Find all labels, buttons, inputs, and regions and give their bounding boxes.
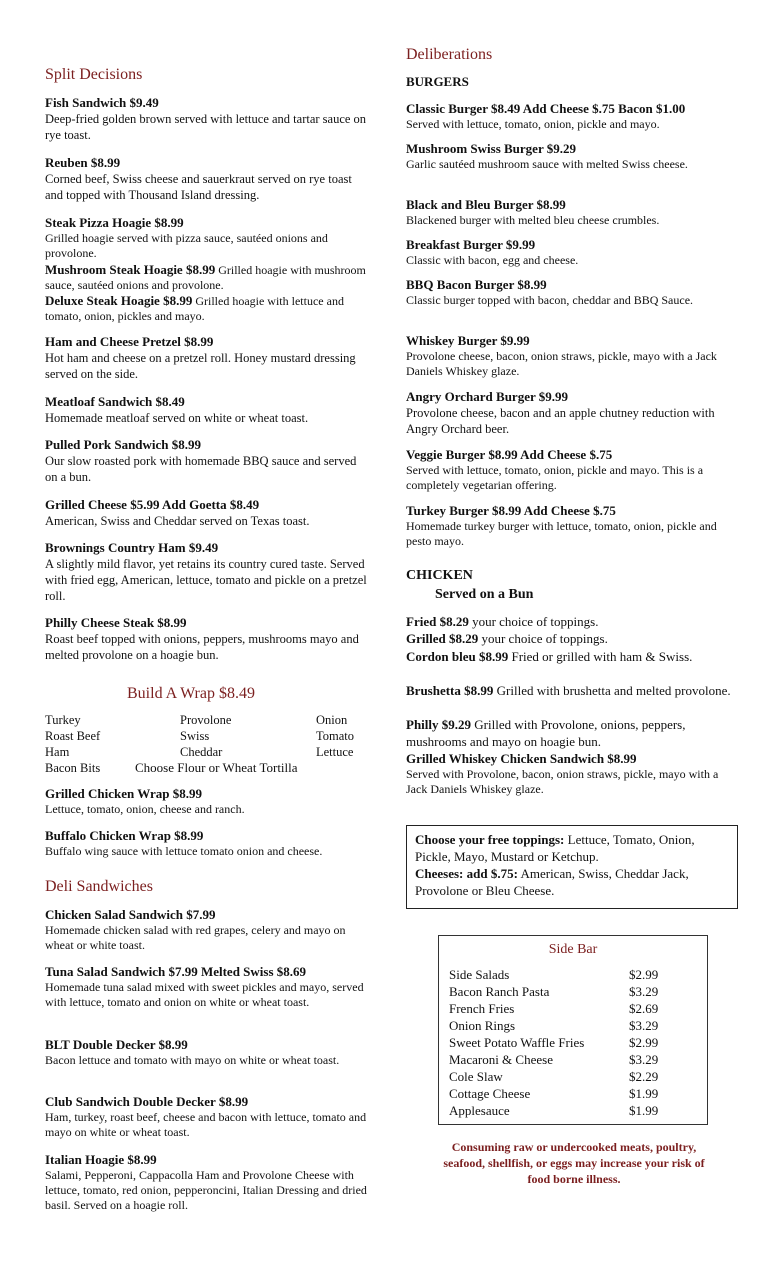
item-desc: Garlic sautéed mushroom sauce with melted Swiss cheese. xyxy=(406,157,688,171)
menu-item-grilled-chicken xyxy=(406,630,736,647)
wrap-options xyxy=(45,712,365,782)
side-price: $2.69 xyxy=(629,1001,659,1016)
wrap-protein: Bacon Bits xyxy=(45,761,101,775)
menu-item-angry-orchard-burger xyxy=(406,389,736,437)
item-name: Classic Burger $8.49 Add Cheese $.75 Bacon $1.00 xyxy=(406,101,686,116)
free-toppings-list: Lettuce, Tomato, Onion, Pickle, Mayo, Mustard or Ketchup. xyxy=(415,832,695,864)
item-name: Veggie Burger $8.99 Add Cheese $.75 xyxy=(406,447,613,462)
side-row xyxy=(449,984,697,1001)
item-desc: Provolone cheese, bacon and an apple chutney reduction with Angry Orchard beer. xyxy=(406,406,715,436)
side-price: $3.29 xyxy=(629,1018,659,1033)
item-desc: Homemade chicken salad with red grapes, celery and mayo on wheat or white toast. xyxy=(45,923,346,952)
menu-item-fish-sandwich xyxy=(45,95,370,143)
item-desc: A slightly mild flavor, yet retains its country cured taste. Served with fried egg, American, lettuce, tomato and pickle on a pretzel roll. xyxy=(45,557,367,603)
item-name: Italian Hoagie $8.99 xyxy=(45,1152,157,1167)
side-name: Cole Slaw xyxy=(449,1069,503,1084)
menu-item-grilled-chicken-wrap xyxy=(45,786,370,817)
side-row xyxy=(449,1103,697,1120)
menu-item-philly-cheese-steak xyxy=(45,615,370,663)
menu-item-fried-chicken xyxy=(406,613,736,630)
menu-item-italian-hoagie xyxy=(45,1152,370,1213)
side-price: $3.29 xyxy=(629,984,659,999)
menu-item-breakfast-burger xyxy=(406,237,736,268)
item-name: Philly Cheese Steak $8.99 xyxy=(45,615,187,630)
item-desc: Grilled with Provolone, onions, peppers, mushrooms and mayo on hoagie bun. xyxy=(406,717,686,749)
menu-item-blt xyxy=(45,1037,370,1068)
side-price: $2.29 xyxy=(629,1069,659,1084)
menu-item-turkey-burger xyxy=(406,503,736,549)
menu-item-veggie-burger xyxy=(406,447,736,493)
item-name: Grilled $8.29 xyxy=(406,631,479,646)
item-desc: Bacon lettuce and tomato with mayo on white or wheat toast. xyxy=(45,1053,340,1067)
wrap-veggie: Lettuce xyxy=(316,745,354,759)
menu-item-tuna-salad xyxy=(45,964,370,1010)
side-row xyxy=(449,967,697,984)
side-row xyxy=(449,1052,697,1069)
item-name: Black and Bleu Burger $8.99 xyxy=(406,197,566,212)
side-price: $2.99 xyxy=(629,967,659,982)
item-name: Deluxe Steak Hoagie $8.99 xyxy=(45,293,193,308)
item-desc: Ham, turkey, roast beef, cheese and bacon with lettuce, tomato and mayo on white or wheat toast. xyxy=(45,1110,367,1139)
free-toppings-label: Choose your free toppings: xyxy=(415,832,565,847)
item-name: Meatloaf Sandwich $8.49 xyxy=(45,394,185,409)
item-name: Reuben $8.99 xyxy=(45,155,121,170)
item-name: Buffalo Chicken Wrap $8.99 xyxy=(45,828,204,843)
wrap-cheese: Provolone xyxy=(180,713,232,727)
menu-item-black-bleu-burger xyxy=(406,197,736,228)
item-desc: Lettuce, tomato, onion, cheese and ranch. xyxy=(45,802,245,816)
burgers-label: BURGERS xyxy=(406,74,469,89)
menu-item-classic-burger xyxy=(406,101,736,132)
item-name: Fish Sandwich $9.49 xyxy=(45,95,159,110)
side-price: $1.99 xyxy=(629,1086,659,1101)
item-name: BBQ Bacon Burger $8.99 xyxy=(406,277,547,292)
menu-item-chicken-salad xyxy=(45,907,370,953)
item-name: Cordon bleu $8.99 xyxy=(406,649,509,664)
side-name: Cottage Cheese xyxy=(449,1086,531,1101)
toppings-box xyxy=(406,825,738,909)
item-desc: Served with lettuce, tomato, onion, pickle and mayo. This is a completely vegetarian offering. xyxy=(406,463,704,492)
item-name: Turkey Burger $8.99 Add Cheese $.75 xyxy=(406,503,616,518)
item-desc: Grilled with brushetta and melted provolone. xyxy=(496,683,731,698)
wrap-veggie: Tomato xyxy=(316,729,355,743)
item-desc: your choice of toppings. xyxy=(472,614,599,629)
item-name: Grilled Cheese $5.99 Add Goetta $8.49 xyxy=(45,497,260,512)
side-name: Sweet Potato Waffle Fries xyxy=(449,1035,585,1050)
item-desc: Hot ham and cheese on a pretzel roll. Honey mustard dressing served on the side. xyxy=(45,351,356,381)
item-name: Fried $8.29 xyxy=(406,614,469,629)
item-name: Chicken Salad Sandwich $7.99 xyxy=(45,907,216,922)
wrap-protein: Turkey xyxy=(45,713,81,727)
item-desc: Salami, Pepperoni, Cappacolla Ham and Provolone Cheese with lettuce, tomato, red onion, pepperoncini, Italian Dressing and dried basil. Served on a hoagie roll. xyxy=(45,1168,367,1212)
menu-item-reuben xyxy=(45,155,370,203)
item-name: BLT Double Decker $8.99 xyxy=(45,1037,188,1052)
food-safety-warning: Consuming raw or undercooked meats, poultry, seafood, shellfish, or eggs may increase your risk of food borne illness. xyxy=(443,1140,705,1186)
side-name: Macaroni & Cheese xyxy=(449,1052,553,1067)
menu-item-grilled-cheese xyxy=(45,497,370,529)
menu-item-steak-pizza-hoagie xyxy=(45,215,370,261)
side-row xyxy=(449,1001,697,1018)
item-name: Brownings Country Ham $9.49 xyxy=(45,540,219,555)
menu-item-ham-cheese-pretzel xyxy=(45,334,370,382)
item-name: Grilled Chicken Wrap $8.99 xyxy=(45,786,202,801)
item-name: Ham and Cheese Pretzel $8.99 xyxy=(45,334,214,349)
item-desc: American, Swiss and Cheddar served on Texas toast. xyxy=(45,514,310,528)
item-desc: Homemade turkey burger with lettuce, tomato, onion, pickle and pesto mayo. xyxy=(406,519,717,548)
menu-item-philly-chicken xyxy=(406,716,736,750)
menu-item-cordon-bleu xyxy=(406,648,736,665)
deliberations-title: Deliberations xyxy=(406,46,493,63)
wrap-cheese: Swiss xyxy=(180,729,210,743)
item-desc: Buffalo wing sauce with lettuce tomato onion and cheese. xyxy=(45,844,323,858)
side-row xyxy=(449,1018,697,1035)
chicken-subtitle: Served on a Bun xyxy=(435,587,534,602)
item-desc: Grilled hoagie with lettuce and tomato, onion, pickles and mayo. xyxy=(45,294,344,323)
wrap-veggie: Onion xyxy=(316,713,348,727)
menu-item-whiskey-chicken xyxy=(406,751,736,797)
item-name: Breakfast Burger $9.99 xyxy=(406,237,536,252)
item-desc: your choice of toppings. xyxy=(481,631,608,646)
item-desc: Our slow roasted pork with homemade BBQ sauce and served on a bun. xyxy=(45,454,357,484)
item-name: Tuna Salad Sandwich $7.99 Melted Swiss $8.69 xyxy=(45,964,307,979)
side-row xyxy=(449,1086,697,1103)
item-desc: Blackened burger with melted bleu cheese crumbles. xyxy=(406,213,660,227)
item-name: Mushroom Swiss Burger $9.29 xyxy=(406,141,576,156)
side-name: Onion Rings xyxy=(449,1018,516,1033)
item-desc: Classic with bacon, egg and cheese. xyxy=(406,253,579,267)
item-desc: Served with Provolone, bacon, onion straws, pickle, mayo with a Jack Daniels Whiskey glaze. xyxy=(406,767,719,796)
menu-item-club-sandwich xyxy=(45,1094,370,1140)
menu-item-whiskey-burger xyxy=(406,333,736,379)
wrap-protein: Roast Beef xyxy=(45,729,101,743)
item-desc: Corned beef, Swiss cheese and sauerkraut served on rye toast and topped with Thousand Island dressing. xyxy=(45,172,352,202)
item-name: Pulled Pork Sandwich $8.99 xyxy=(45,437,202,452)
item-name: Mushroom Steak Hoagie $8.99 xyxy=(45,262,216,277)
side-row xyxy=(449,1035,697,1052)
side-bar-box xyxy=(438,935,708,1125)
item-name: Philly $9.29 xyxy=(406,717,472,732)
menu-item-mushroom-swiss-burger xyxy=(406,141,736,172)
item-name: Club Sandwich Double Decker $8.99 xyxy=(45,1094,249,1109)
deli-sandwiches-title: Deli Sandwiches xyxy=(45,878,153,895)
item-desc: Homemade meatloaf served on white or wheat toast. xyxy=(45,411,309,425)
cheese-list: American, Swiss, Cheddar Jack, Provolone or Bleu Cheese. xyxy=(415,866,689,898)
item-desc: Roast beef topped with onions, peppers, mushrooms mayo and melted provolone on a hoagie bun. xyxy=(45,632,359,662)
side-name: Bacon Ranch Pasta xyxy=(449,984,550,999)
menu-item-pulled-pork xyxy=(45,437,370,485)
side-price: $1.99 xyxy=(629,1103,659,1118)
item-desc: Served with lettuce, tomato, onion, pickle and mayo. xyxy=(406,117,660,131)
item-desc: Deep-fried golden brown served with lettuce and tartar sauce on rye toast. xyxy=(45,112,367,142)
menu-item-buffalo-chicken-wrap xyxy=(45,828,370,859)
item-desc: Classic burger topped with bacon, cheddar and BBQ Sauce. xyxy=(406,293,694,307)
wrap-tortilla-choice: Choose Flour or Wheat Tortilla xyxy=(135,760,298,775)
item-name: Angry Orchard Burger $9.99 xyxy=(406,389,569,404)
side-row xyxy=(449,1069,697,1086)
item-name: Grilled Whiskey Chicken Sandwich $8.99 xyxy=(406,751,637,766)
wrap-protein: Ham xyxy=(45,745,70,759)
side-name: French Fries xyxy=(449,1001,515,1016)
build-a-wrap-title: Build A Wrap $8.49 xyxy=(127,685,255,702)
wrap-cheese: Cheddar xyxy=(180,745,223,759)
item-desc: Grilled hoagie with mushroom sauce, sautéed onions and provolone. xyxy=(45,263,366,292)
menu-item-brownings-ham xyxy=(45,540,370,604)
item-name: Brushetta $8.99 xyxy=(406,683,494,698)
item-desc: Homemade tuna salad mixed with sweet pickles and mayo, served with lettuce, tomato and onion on white or wheat toast. xyxy=(45,980,364,1009)
cheese-label: Cheeses: add $.75: xyxy=(415,866,518,881)
item-desc: Grilled hoagie served with pizza sauce, sautéed onions and provolone. xyxy=(45,231,328,260)
menu-item-brushetta-chicken xyxy=(406,682,736,699)
item-name: Whiskey Burger $9.99 xyxy=(406,333,530,348)
item-desc: Fried or grilled with ham & Swiss. xyxy=(511,649,693,664)
side-name: Applesauce xyxy=(449,1103,510,1118)
side-bar-title: Side Bar xyxy=(548,942,598,957)
menu-item-bbq-bacon-burger xyxy=(406,277,736,308)
side-name: Side Salads xyxy=(449,967,510,982)
side-price: $3.29 xyxy=(629,1052,659,1067)
side-price: $2.99 xyxy=(629,1035,659,1050)
item-name: Steak Pizza Hoagie $8.99 xyxy=(45,215,184,230)
menu-item-meatloaf xyxy=(45,394,370,426)
menu-item-deluxe-steak-hoagie xyxy=(45,293,370,324)
item-desc: Provolone cheese, bacon, onion straws, pickle, mayo with a Jack Daniels Whiskey glaze. xyxy=(406,349,717,378)
chicken-title: CHICKEN xyxy=(406,568,473,583)
menu-item-mushroom-steak-hoagie xyxy=(45,262,370,293)
split-decisions-title: Split Decisions xyxy=(45,66,143,83)
